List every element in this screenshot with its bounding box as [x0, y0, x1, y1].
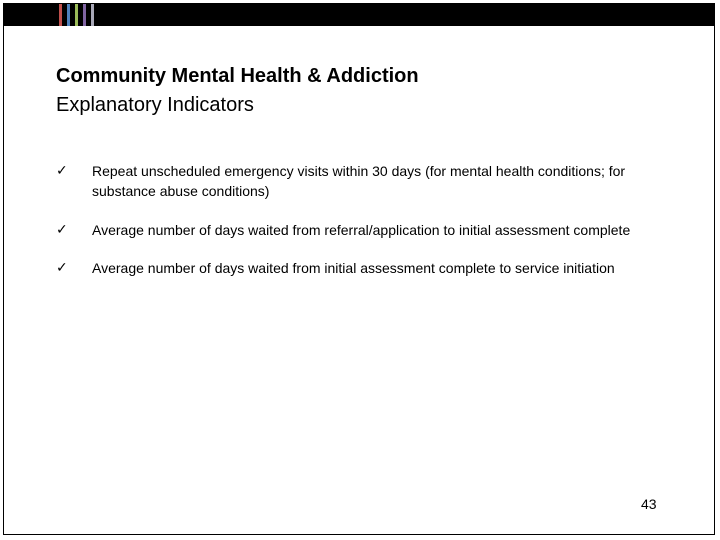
- list-item-text: Average number of days waited from referral/application to initial assessment complete: [92, 222, 631, 238]
- checkmark-icon: ✓: [56, 163, 68, 179]
- top-bar: [4, 4, 714, 26]
- list-item-text: Average number of days waited from initial assessment complete to service initiation: [92, 260, 615, 276]
- title-bold: Community Mental Health & Addiction: [56, 65, 419, 87]
- list-item: [56, 220, 656, 240]
- stripe-bar: [91, 4, 94, 26]
- title-subtitle: Explanatory Indicators: [56, 94, 254, 116]
- stripe-bar: [67, 4, 70, 26]
- checkmark-icon: ✓: [56, 222, 68, 238]
- slide: [3, 3, 715, 535]
- checkmark-icon: ✓: [56, 260, 68, 276]
- indicator-list: [56, 161, 656, 278]
- list-item: [56, 258, 656, 278]
- stripe-bar: [59, 4, 62, 26]
- list-item: [56, 161, 656, 201]
- list-item-text: Repeat unscheduled emergency visits within 30 days (for mental health conditions; for substance abuse conditions): [92, 163, 626, 199]
- page-number: 43: [641, 496, 657, 512]
- slide-title: [56, 62, 419, 120]
- stripe-bar: [83, 4, 86, 26]
- stripe-bar: [75, 4, 78, 26]
